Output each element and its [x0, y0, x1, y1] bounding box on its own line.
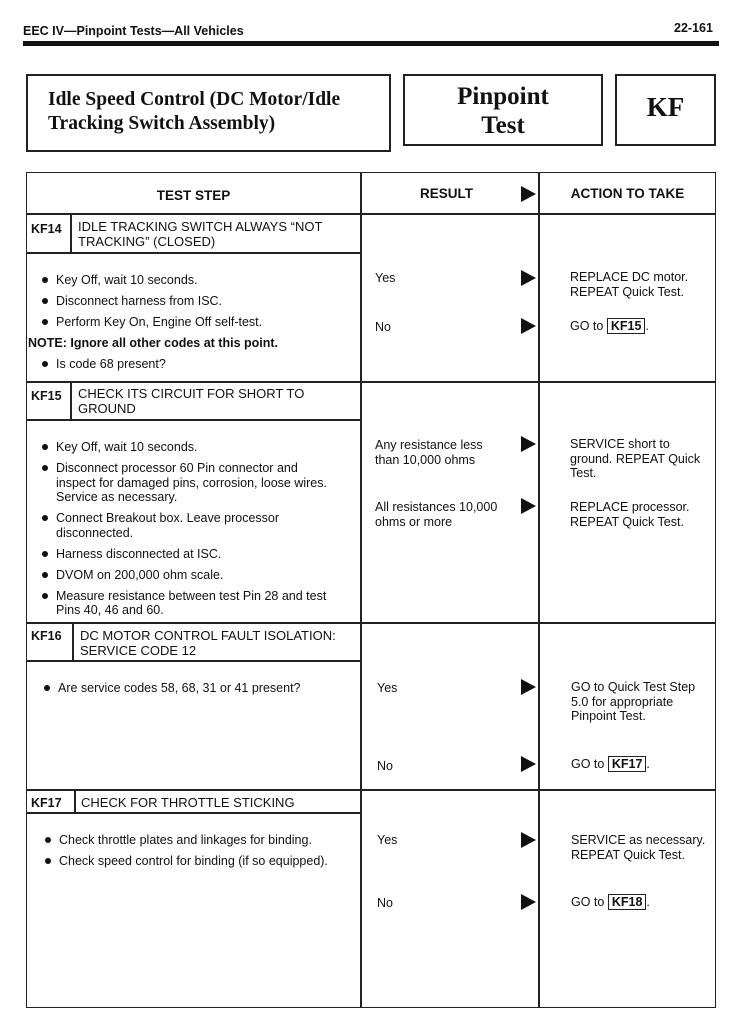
column-divider — [360, 172, 362, 1008]
step-code: KF15 — [31, 389, 62, 403]
arrow-icon — [521, 832, 536, 848]
step-title: DC MOTOR CONTROL FAULT ISOLATION: SERVICE CODE 12 — [80, 628, 336, 658]
action-text: REPLACE processor. REPEAT Quick Test. — [570, 500, 690, 529]
action-text: SERVICE as necessary. REPEAT Quick Test. — [571, 833, 706, 862]
list-item: Measure resistance between test Pin 28 and test Pins 40, 46 and 60. — [40, 589, 340, 618]
step-instructions — [28, 273, 356, 378]
arrow-icon — [521, 186, 536, 202]
step-code: KF16 — [31, 629, 62, 643]
note-text: NOTE: Ignore all other codes at this point. — [28, 336, 279, 350]
arrow-icon — [521, 679, 536, 695]
action-text: REPLACE DC motor. REPEAT Quick Test. — [570, 270, 689, 299]
header-rule — [23, 41, 719, 46]
test-code: KF — [646, 92, 685, 122]
step-title: CHECK FOR THROTTLE STICKING — [81, 795, 295, 810]
arrow-icon — [521, 894, 536, 910]
step-instructions — [43, 833, 343, 875]
list-item: Is code 68 present? — [40, 357, 356, 372]
step-title-rule — [26, 419, 361, 421]
action-text: SERVICE short to ground. REPEAT Quick Test. — [570, 437, 701, 480]
step-title: CHECK ITS CIRCUIT FOR SHORT TO GROUND — [78, 386, 305, 416]
page-number: 22-161 — [674, 21, 713, 35]
step-instructions — [40, 440, 340, 624]
step-code-divider — [70, 381, 72, 420]
step-code-divider — [70, 213, 72, 253]
page-title: Idle Speed Control (DC Motor/Idle Tracking Switch Assembly) — [48, 89, 341, 134]
list-item: Perform Key On, Engine Off self-test. — [40, 315, 356, 330]
arrow-icon — [521, 270, 536, 286]
list-item: Disconnect harness from ISC. — [40, 294, 356, 309]
step-divider — [26, 789, 716, 791]
arrow-icon — [521, 318, 536, 334]
step-divider — [26, 381, 716, 383]
list-item: DVOM on 200,000 ohm scale. — [40, 568, 340, 583]
arrow-icon — [521, 756, 536, 772]
result-yes: Yes — [377, 681, 398, 695]
result-yes: Yes — [375, 271, 396, 285]
list-item: Connect Breakout box. Leave processor disconnected. — [40, 511, 340, 540]
result-text: All resistances 10,000 ohms or more — [375, 500, 498, 529]
list-item: Check speed control for binding (if so equipped). — [43, 854, 343, 869]
step-title: IDLE TRACKING SWITCH ALWAYS “NOT TRACKING” (CLOSED) — [78, 219, 323, 249]
action-goto: GO to KF15 . — [570, 319, 649, 333]
step-code: KF14 — [31, 222, 62, 236]
list-item: Key Off, wait 10 seconds. — [40, 440, 340, 455]
action-goto: GO to KF17 . — [571, 757, 650, 771]
result-text: Any resistance less than 10,000 ohms — [375, 438, 483, 467]
result-no: No — [375, 320, 391, 334]
running-header: EEC IV—Pinpoint Tests—All Vehicles — [23, 24, 244, 38]
action-text: GO to Quick Test Step 5.0 for appropriate Pinpoint Test. — [571, 680, 696, 723]
action-goto: GO to KF18 . — [571, 895, 650, 909]
pinpoint-label: Pinpoint Test — [457, 83, 549, 139]
header-divider — [26, 213, 716, 215]
step-title-rule — [26, 812, 361, 814]
step-reference: KF18 — [608, 894, 647, 910]
column-header-result: RESULT — [420, 186, 473, 201]
list-item: Harness disconnected at ISC. — [40, 547, 340, 562]
step-instructions — [42, 681, 342, 702]
step-reference: KF17 — [608, 756, 647, 772]
list-item: Are service codes 58, 68, 31 or 41 present? — [42, 681, 342, 696]
step-code: KF17 — [31, 796, 62, 810]
step-title-rule — [26, 660, 361, 662]
result-yes: Yes — [377, 833, 398, 847]
step-code-divider — [72, 622, 74, 661]
step-title-rule — [26, 252, 361, 254]
arrow-icon — [521, 436, 536, 452]
result-no: No — [377, 896, 393, 910]
list-item: Key Off, wait 10 seconds. — [40, 273, 356, 288]
column-header-test-step: TEST STEP — [156, 188, 231, 203]
column-divider — [538, 172, 540, 1008]
list-item: Disconnect processor 60 Pin connector and inspect for damaged pins, corrosion, loose wires. Service as necessary. — [40, 461, 340, 505]
column-header-action: ACTION TO TAKE — [570, 186, 685, 201]
arrow-icon — [521, 498, 536, 514]
step-code-divider — [74, 789, 76, 813]
result-no: No — [377, 759, 393, 773]
step-reference: KF15 — [607, 318, 646, 334]
list-item: Check throttle plates and linkages for binding. — [43, 833, 343, 848]
